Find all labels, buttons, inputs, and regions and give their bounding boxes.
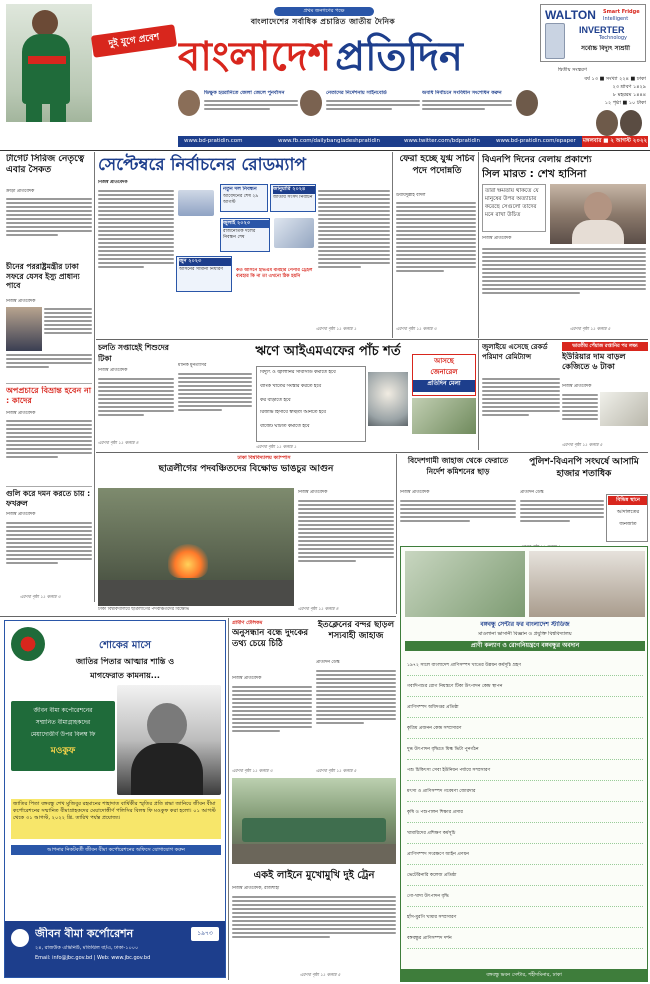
badge: দুই যুগে প্রবেশ xyxy=(91,24,177,57)
fertilizer-photo xyxy=(600,392,648,426)
left-story4-body xyxy=(6,520,92,594)
campus-credit: নিজস্ব প্রতিবেদক xyxy=(298,490,328,495)
ad-left-offer3: মেয়াদোত্তীর্ণ উপর বিলম্ব ফি xyxy=(30,731,96,738)
timeline-label-2: জানুয়ারি ২০২৪ xyxy=(273,186,315,194)
court-body xyxy=(400,498,516,540)
train-continue: এরপর পৃষ্ঠা ১১ কলাম ৫ xyxy=(300,972,341,977)
ad-right-item: ১৯৭২ সালে বাংলাদেশ প্রাণিসম্পদ খাতের উন্নয়ন কর্মসূচি গ্রহণ xyxy=(407,655,643,676)
ad-left-org: জীবন বীমা কর্পোরেশন xyxy=(35,927,134,940)
imf-continue: এরপর পৃষ্ঠা ১১ কলাম ১ xyxy=(256,444,297,449)
hasina-continue: এরপর পৃষ্ঠা ১১ কলাম ৫ xyxy=(570,326,611,331)
lead-body-col1 xyxy=(98,188,174,324)
onion-continue: এরপর পৃষ্ঠা ১১ কলাম ৫ xyxy=(562,442,603,447)
ad-left-head2: জাতির পিতার আত্মার শান্তি ও xyxy=(75,657,175,666)
lead-body-col3 xyxy=(318,188,390,324)
date-2: ৮ মহররম ১৪৪৪ xyxy=(612,92,646,98)
police-head[interactable]: পুলিশ-বিএনপি সংঘর্ষে আসামি হাজার শতাধিক xyxy=(529,457,639,479)
ad-right-item: গো-খাদ্য উৎপাদন বৃদ্ধি xyxy=(407,886,643,907)
ad-right-item: হাঁস-মুরগি খামার সম্প্রসারণ xyxy=(407,907,643,928)
teaser-3-body xyxy=(422,98,512,118)
police-body xyxy=(520,498,604,544)
bangabandhu-portrait xyxy=(117,685,221,795)
walton-ad[interactable] xyxy=(540,4,646,62)
walton-line4: Technology xyxy=(599,35,628,41)
bangabandhu-ad[interactable] xyxy=(400,546,648,982)
roadmap-caption: কত আসনে ইভিএম ব্যবহার পেপার ট্রেইল ব্যবহার কি না তা এখনো ঠিক হয়নি xyxy=(236,268,313,279)
date-1: ২৩ শ্রাবণ ১৪২৯ xyxy=(612,84,646,90)
imf-condition-4: রিজার্ভ হিসাবে স্বচ্ছতা আনতে হবে xyxy=(260,410,326,415)
govt-seal-icon xyxy=(11,627,45,661)
left-story3-credit: নিজস্ব প্রতিবেদক xyxy=(6,411,36,416)
train-credit: নিজস্ব প্রতিবেদক, রাজশাহী xyxy=(232,886,280,891)
minister-photo xyxy=(6,307,42,351)
police-credit: প্রতিদিন ডেস্ক xyxy=(520,490,544,495)
imf-conditions xyxy=(256,366,366,442)
yugma-body xyxy=(396,200,476,326)
left-story4-head[interactable]: গুলি করে দমন করতে চায় : ফখরুল xyxy=(6,489,91,508)
left-story2-body xyxy=(44,306,92,352)
onion-body xyxy=(562,392,598,444)
link-twitter[interactable]: www.twitter.com/bdpratidin xyxy=(404,138,481,144)
left-story2-head[interactable]: চীনের পররাষ্ট্রমন্ত্রীর ঢাকা সফরে যেসব ইস্যু প্রাধান্য পাবে xyxy=(6,262,80,290)
imf-condition-1: বিদ্যুৎ ও জ্বালানির সাবসিডি কমাতে হবে xyxy=(260,370,336,375)
court-credit: নিজস্ব প্রতিবেদক xyxy=(400,490,430,495)
lead-headline[interactable]: সেপ্টেম্বরে নির্বাচনের রোডম্যাপ xyxy=(98,155,306,175)
timeline-label-3: জুলাই ২০২৩ xyxy=(223,220,269,228)
timeline-item-4 xyxy=(176,256,232,292)
title-part2: প্রতিদিন xyxy=(335,33,463,80)
ballot-icon xyxy=(178,190,214,216)
ad-left-head3: মাগফেরাত কামনায়... xyxy=(90,671,160,680)
teaser-3-photo xyxy=(516,90,538,116)
roadmap-graphic xyxy=(176,184,316,326)
teaser-2-head: নেতাদের নির্দেশনায় সাইনবোর্ড xyxy=(326,90,387,96)
timeline-item-2 xyxy=(270,184,316,212)
teaser-4-photo xyxy=(596,110,618,136)
campus-body xyxy=(298,498,394,608)
police-box-sub: আদালতের xyxy=(616,509,640,515)
jbc-ad[interactable] xyxy=(4,620,226,978)
ad-left-offer4: মওকুফ xyxy=(50,746,76,756)
ad-left-since: ১৯৭৩ xyxy=(191,927,219,941)
imf-condition-3: কর বাড়াতে হবে xyxy=(260,398,291,403)
left-story1-credit: ক্রীড়া প্রতিবেদক xyxy=(6,189,35,194)
jbc-logo-icon xyxy=(11,929,29,947)
ad-left-body: জাতির পিতা বঙ্গবন্ধু শেখ মুজিবুর রহমানের শাহাদাত বার্ষিকীর স্মৃতির প্রতি শ্রদ্ধা জানিয়ে জীবন বীমা কর্পোরেশনের সম্মানিত বীমাগ্রাহকদের মেয়াদোত্তীর্ণ পলিসির বিলম্ব ফি মওকুফ করা হলো। ০১ আগস্ট থেকে ৩১ আগস্ট, ২০২২ খ্রি. তারিখ পর্যন্ত প্রযোজ্য। xyxy=(11,799,221,839)
title-part1: বাংলাদেশ xyxy=(178,33,332,80)
lead-credit: নিজস্ব প্রতিবেদক xyxy=(98,180,128,185)
timeline-item-3 xyxy=(220,218,270,252)
police-box xyxy=(606,494,648,542)
left-story1-head[interactable]: টাগেট সিরিজ নেতৃত্বে এবার সৈকত xyxy=(6,154,85,175)
walton-brand: WALTON xyxy=(545,8,596,21)
promo-line2: জেনারেল xyxy=(430,368,458,376)
timeline-sub-2: জাতীয় সংসদ নির্বাচন xyxy=(273,195,313,200)
timeline-sub-4: আসনের সীমানা নির্ধারণ xyxy=(179,267,224,272)
ad-left-contact: আপনার নিকটবর্তী জীবন বীমা কর্পোরেশনের অফিসে যোগাযোগ করুন xyxy=(11,845,221,855)
police-box-title: বিভিন্ন স্থানে xyxy=(608,496,648,505)
ad-right-item: ভেটেরিনারি কলেজ প্রতিষ্ঠা xyxy=(407,865,643,886)
left-story4-credit: নিজস্ব প্রতিবেদক xyxy=(6,512,36,517)
shishu-continue: এরপর পৃষ্ঠা ১১ কলাম ৪ xyxy=(98,440,139,445)
walton-line1: Smart Fridge xyxy=(603,9,640,15)
fridge-icon xyxy=(545,23,565,59)
tagline: বাংলাদেশের সর্বাধিক প্রচারিত জাতীয় দৈনিক xyxy=(250,17,396,26)
ad-right-item: বঙ্গবন্ধুর প্রাণিসম্পদ দর্শন xyxy=(407,928,643,949)
grameen-continue: এরপর পৃষ্ঠা ১১ কলাম ৩ xyxy=(232,768,273,773)
campus-kicker: ঢাকা বিশ্ববিদ্যালয় ক্যাম্পাস xyxy=(237,455,291,461)
police-box-sub2: জনজাত xyxy=(619,521,637,527)
ad-right-title: বঙ্গবন্ধু সেন্টার ফর বাংলাদেশ স্টাডিজ xyxy=(480,621,570,628)
ad-right-item: প্রাণিসম্পদ সংরক্ষণে আইন প্রণয়ন xyxy=(407,844,643,865)
left-story3-body xyxy=(6,418,92,484)
teaser-2-photo xyxy=(300,90,322,116)
lead-continue: এরপর পৃষ্ঠা ১১ কলাম ১ xyxy=(316,326,357,331)
link-site[interactable]: www.bd-pratidin.com xyxy=(184,138,243,144)
links-bar xyxy=(178,136,582,147)
ad-right-item: দুগ্ধ উৎপাদন বৃদ্ধিতে মিল্ক ভিটা পুনর্গঠন xyxy=(407,739,643,760)
grameen-kicker: গ্রামীণ টেলিকম xyxy=(232,620,263,626)
timeline-label-1: নতুন দল নিবন্ধন xyxy=(223,186,257,192)
onion-head[interactable]: ইউরিয়ার দাম বাড়ল কেজিতে ৬ টাকা xyxy=(562,352,626,371)
timeline-label-4: জুন ২০২৩ xyxy=(179,258,231,266)
ad-right-heading: প্রাণী কল্যাণ ও রোগনিয়ন্ত্রণে বঙ্গবন্ধুর অবদান xyxy=(405,641,645,651)
ad-left-email: Email: info@jbc.gov.bd | Web: www.jbc.gov.bd xyxy=(35,955,151,961)
ad-right-list xyxy=(407,655,643,963)
ad-left-head1: শোকের মাসে xyxy=(99,640,151,651)
shishu-credit: নিজস্ব প্রতিবেদক xyxy=(98,368,128,373)
promo-line3: প্রতিদিন মেলা xyxy=(413,380,475,392)
jahaz-credit: প্রতিদিন ডেস্ক xyxy=(316,660,340,665)
imf-body xyxy=(178,371,252,441)
shishu-head[interactable]: চলতি সপ্তাহেই শিশুদের টিকা xyxy=(98,343,169,363)
jbc-footer xyxy=(5,921,225,977)
jahaz-head[interactable]: ইতক্লেনের বন্দর ছাড়ল শস্যবাহী জাহাজ xyxy=(317,620,395,641)
promo-line1: আসছে xyxy=(434,357,454,365)
ad-right-footer: বঙ্গবন্ধু ভবন সেন্টার, শহীদমিনার, ঢাকা xyxy=(401,969,647,981)
remit-head[interactable]: জুলাইয়ে এসেছে রেকর্ড পরিমাণ রেমিট্যান্স xyxy=(482,343,548,361)
jahaz-body xyxy=(316,668,396,768)
campus-photo xyxy=(98,488,294,606)
timeline-item-1 xyxy=(220,184,268,212)
jahaz-continue: এরপর পৃষ্ঠা ১১ কলাম ৫ xyxy=(316,768,357,773)
ad-left-address: ২৪, রাজউক এভিনিউ, মতিঝিল বা/এ, ঢাকা-১০০০ xyxy=(35,945,139,951)
imf-logo-photo xyxy=(368,372,408,426)
walton-line3: INVERTER xyxy=(579,25,625,35)
left-story2-body-2 xyxy=(6,352,92,382)
walton-line2: Intelligent xyxy=(603,16,629,22)
ad-left-offer2: সম্মানিত বীমাগ্রাহকদের xyxy=(35,719,91,726)
promo-box[interactable] xyxy=(412,354,476,396)
grameen-head[interactable]: অনুসন্ধান বন্ধে দুদকের তথ্য চেয়ে চিঠি xyxy=(232,628,309,649)
hasina-kicker[interactable]: বিএনপি দিনের বেলায় প্রকাশ্যে xyxy=(482,155,592,165)
yugma-head[interactable]: ফেরা হচ্ছে যুগ্ম সচিব পদে পদোন্নতি xyxy=(399,154,475,176)
ad-photo xyxy=(405,551,525,617)
train-head[interactable]: একই লাইনে মুখোমুখি দুই ট্রেন xyxy=(253,870,375,881)
imf-head[interactable]: ঋণে আইএমএফের পাঁচ শর্ত xyxy=(255,344,401,359)
title xyxy=(178,28,478,86)
cricketer-photo xyxy=(6,4,92,122)
campus-head[interactable]: ছাত্রলীগের পদবঞ্চিতদের বিক্ষোভ ভাঙচুর আগুন xyxy=(158,464,334,474)
teaser-1-photo xyxy=(178,90,200,116)
hasina-credit: নিজস্ব প্রতিবেদক xyxy=(482,236,512,241)
tagline-top: প্রথম জনগণের পক্ষে xyxy=(274,7,374,16)
ad-right-item: কৃত্রিম প্রজনন কেন্দ্র সম্প্রসারণ xyxy=(407,718,643,739)
hasina-body xyxy=(482,246,646,328)
edition: দ্বিতীয় সংস্করণ xyxy=(558,67,587,73)
ad-right-subtitle: মাওলানা ভাসানী বিজ্ঞান ও প্রযুক্তি বিশ্ববিদ্যালয় xyxy=(478,631,572,637)
left-story3-head[interactable]: অপপ্রচারে বিভ্রান্ত হবেন না : কাদের xyxy=(6,386,92,405)
offer-box xyxy=(11,701,115,771)
teaser-1-head: ভিক্ষুক হয়রানিতে জেলা জেলে পুনর্বাসন xyxy=(204,90,285,96)
campus-caption: ঢাকা বিশ্ববিদ্যালয়ে ছাত্রলীগের পদবঞ্চিতদের বিক্ষোভ xyxy=(98,607,189,612)
ad-right-item: কৃষি ও পশুপালন শিক্ষার প্রসার xyxy=(407,802,643,823)
ad-right-item: পশু চিকিৎসা সেবা ইউনিয়ন পর্যায়ে সম্প্রসারণ xyxy=(407,760,643,781)
left-continue: এরপর পৃষ্ঠা ১১ কলাম ৩ xyxy=(20,594,61,599)
shishu-body xyxy=(98,376,174,440)
issue: বর্ষ ১৩ ■ সংখ্যা ২২৪ ■ ঢাকা xyxy=(584,76,646,82)
train-body xyxy=(232,894,396,972)
yugma-credit: উবায়দুল্লাহ বাদল xyxy=(396,193,426,198)
left-story1-body xyxy=(6,196,92,258)
onion-credit: নিজস্ব প্রতিবেদক xyxy=(562,384,592,389)
onion-kicker: ভারতীয় পেঁয়াজ রপ্তানির পর লক্ষ্য xyxy=(562,342,648,351)
campus-continue: এরপর পৃষ্ঠা ১১ কলাম ৪ xyxy=(298,606,339,611)
walton-line5: সর্বোচ্চ বিদ্যুৎ সাশ্রয়ী xyxy=(581,45,630,52)
train-photo xyxy=(232,778,396,864)
teaser-1[interactable] xyxy=(178,90,298,120)
teaser-1-body xyxy=(204,98,298,118)
ad-right-item: প্রাণিসম্পদ অধিদপ্তর প্রতিষ্ঠা xyxy=(407,697,643,718)
left-story2-credit: নিজস্ব প্রতিবেদক xyxy=(6,299,36,304)
money-photo xyxy=(412,398,476,434)
ad-left-offer1: জীবন বীমা কর্পোরেশনের xyxy=(33,707,93,714)
timeline-sub-3: রাজনৈতিক দলের নিবন্ধন শেষ xyxy=(223,229,256,240)
date-bar: মঙ্গলবার ■ ২ আগস্ট ২০২২ xyxy=(582,136,648,147)
yugma-continue: এরপর পৃষ্ঠা ১১ কলাম ৩ xyxy=(396,326,437,331)
evm-icon xyxy=(274,218,314,248)
remit-body xyxy=(482,376,560,446)
timeline-sub-1: আবেদনের শেষ ২৯ আগস্ট xyxy=(223,194,259,205)
ad-right-item: গবাদিপশুর রোগ নিয়ন্ত্রণে টিকা উৎপাদন কেন্দ্র স্থাপন xyxy=(407,676,643,697)
teaser-3[interactable] xyxy=(422,90,538,120)
ad-right-item: মৎস্য ও প্রাণিসম্পদ গবেষণা জোরদার xyxy=(407,781,643,802)
ad-portrait xyxy=(529,551,645,617)
teaser-2[interactable] xyxy=(300,90,420,120)
imf-condition-2: ব্যাংক খাতের সংস্কার করতে হবে xyxy=(260,384,322,389)
grameen-body xyxy=(232,684,312,766)
date-3: ১২ পৃষ্ঠা ■ ১০ টাকা xyxy=(604,100,646,106)
hasina-quote: তারা ক্ষমতায় থাকতে যে মানুষের উপর অত্যাচার করেছে সেগুলো তাদের মনে রাখা উচিত xyxy=(482,184,546,232)
teaser-2-body xyxy=(326,98,420,118)
court-head[interactable]: বিদেশগামী জাহাজ থেকে ফেরাতে নির্দেশ কমিশনের ছাড় xyxy=(407,456,509,476)
imf-condition-5: বাজেট ঘাটতি কমাতে হবে xyxy=(260,424,310,429)
grameen-credit: নিজস্ব প্রতিবেদক xyxy=(232,676,262,681)
hasina-head[interactable]: সিল মারত : শেখ হাসিনা xyxy=(482,168,587,180)
ad-right-item: খামারিদের প্রশিক্ষণ কর্মসূচি xyxy=(407,823,643,844)
teaser-3-head: অবাধ নির্বাচনে সংবিধান সংশোধন করুন xyxy=(422,90,502,96)
link-facebook[interactable]: www.fb.com/dailybangladeshpratidin xyxy=(278,138,380,144)
hasina-photo xyxy=(550,184,646,244)
teaser-5-photo xyxy=(620,110,642,136)
link-epaper[interactable]: www.bd-pratidin.com/epaper xyxy=(496,138,576,144)
imf-credit: মানিক মুনতাসির xyxy=(178,363,207,368)
